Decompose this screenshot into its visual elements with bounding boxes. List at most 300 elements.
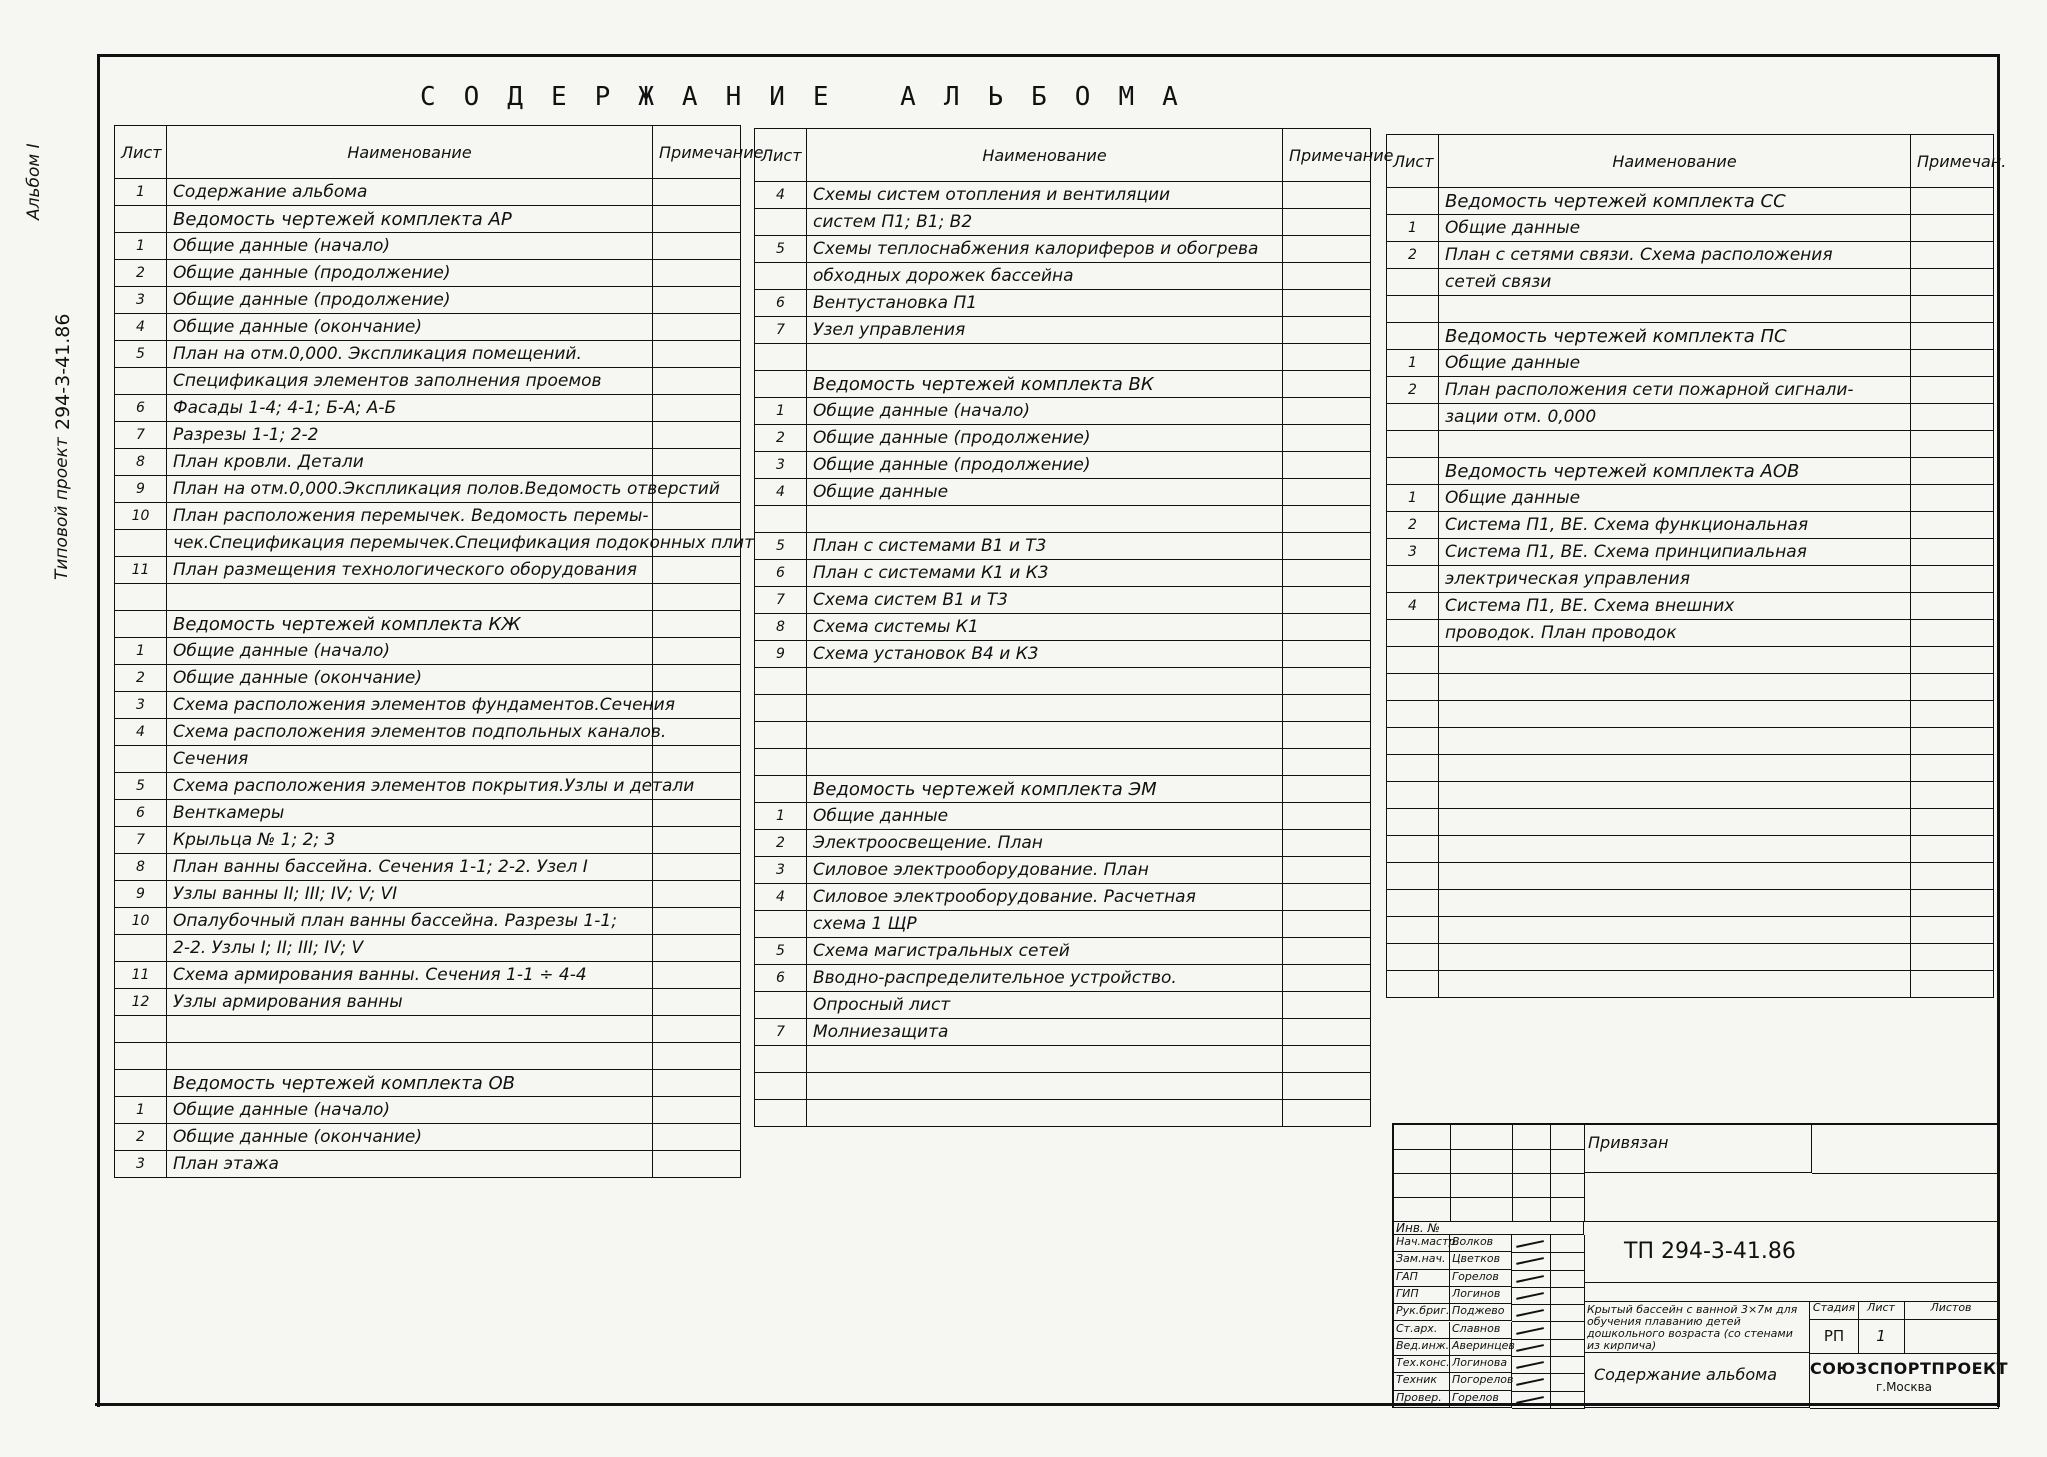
sheet-number: 6 [115, 800, 167, 827]
signature-cell [1512, 1304, 1551, 1322]
sheet-name [1439, 701, 1911, 728]
sheet-name [1439, 944, 1911, 971]
sheet-number: 1 [115, 179, 167, 206]
table-row [1387, 863, 1994, 890]
role-label: Вед.инж. [1394, 1339, 1450, 1356]
table-row [115, 962, 741, 989]
sheet-number: 7 [755, 317, 807, 344]
table-row [1387, 431, 1994, 458]
sheet-number: 5 [115, 341, 167, 368]
table-row [755, 587, 1371, 614]
table-row [115, 395, 741, 422]
table-row [1387, 242, 1994, 269]
sheet-name: Схема системы К1 [807, 614, 1283, 641]
note-cell [1911, 755, 1994, 782]
sheet-name: Схема магистральных сетей [807, 938, 1283, 965]
sheet-name: Схемы систем отопления и вентиляции [807, 182, 1283, 209]
sheet-number [1387, 863, 1439, 890]
sheet-name [1439, 431, 1911, 458]
note-cell [653, 341, 741, 368]
note-cell [1911, 215, 1994, 242]
sheet-number [115, 584, 167, 611]
table-row [115, 260, 741, 287]
sheet-name: План кровли. Детали [167, 449, 653, 476]
note-cell [653, 989, 741, 1016]
sheet-number: 3 [115, 287, 167, 314]
sheet-name [1439, 782, 1911, 809]
grid-cell [1512, 1125, 1551, 1150]
sheet-name: Схемы теплоснабжения калориферов и обогрева [807, 236, 1283, 263]
sheet-name: Общие данные (окончание) [167, 665, 653, 692]
section-heading: Ведомость чертежей комплекта ВК [807, 371, 1283, 398]
sheet-number: 5 [755, 236, 807, 263]
signature-cell [1512, 1373, 1551, 1391]
org-name: СОЮЗСПОРТПРОЕКТ [1810, 1359, 2009, 1378]
sheet-name: План на отм.0,000.Экспликация полов.Ведомость отверстий [167, 476, 653, 503]
grid-cell [1394, 1125, 1451, 1150]
table-row [755, 992, 1371, 1019]
sheet-number: 11 [115, 962, 167, 989]
note-cell [1283, 749, 1371, 776]
sheet-name: систем П1; В1; В2 [807, 209, 1283, 236]
sheet-number [755, 506, 807, 533]
person-name: Славнов [1450, 1322, 1512, 1339]
signature-mark [1516, 1240, 1544, 1247]
sheet-number: 5 [115, 773, 167, 800]
sheet-number: 6 [115, 395, 167, 422]
grid-cell [1550, 1173, 1585, 1198]
note-cell [1911, 890, 1994, 917]
sheet-name: Крыльца № 1; 2; 3 [167, 827, 653, 854]
date-cell [1550, 1391, 1585, 1409]
table-row [755, 614, 1371, 641]
section-heading: Ведомость чертежей комплекта ЭМ [807, 776, 1283, 803]
person-name: Поджево [1450, 1304, 1512, 1321]
table-row [755, 722, 1371, 749]
sheet-name [807, 506, 1283, 533]
organization [1810, 1353, 2009, 1409]
sheet-number [1387, 836, 1439, 863]
sheet-number: 9 [115, 476, 167, 503]
table-row [115, 989, 741, 1016]
sheet-number [1387, 701, 1439, 728]
header-sheet: Лист [115, 126, 167, 179]
note-cell [653, 584, 741, 611]
date-cell [1550, 1287, 1585, 1305]
sheet-number [115, 530, 167, 557]
sheet-name: Общие данные (окончание) [167, 1124, 653, 1151]
sheet-name [1439, 836, 1911, 863]
table-row [115, 449, 741, 476]
page-title: СОДЕРЖАНИЕ АЛЬБОМА [420, 82, 1206, 112]
signature-mark [1516, 1292, 1544, 1299]
table-row [755, 560, 1371, 587]
sheet-number [1387, 188, 1439, 215]
sheet-number [115, 746, 167, 773]
sheet-number: 4 [755, 479, 807, 506]
note-cell [1283, 938, 1371, 965]
note-cell [653, 935, 741, 962]
table-row [115, 422, 741, 449]
section-heading: Ведомость чертежей комплекта КЖ [167, 611, 653, 638]
table-row [115, 854, 741, 881]
table-row [115, 503, 741, 530]
note-cell [1911, 512, 1994, 539]
note-cell [1911, 566, 1994, 593]
date-cell [1550, 1252, 1585, 1270]
sheet-name: Общие данные [807, 803, 1283, 830]
stage-header: Стадия [1810, 1301, 1859, 1320]
sheet-name [1439, 674, 1911, 701]
header-sheet: Лист [755, 129, 807, 182]
note-cell [1283, 695, 1371, 722]
table-row [755, 371, 1371, 398]
sheet-number [755, 668, 807, 695]
sheet-number: 9 [115, 881, 167, 908]
sheet-number [755, 263, 807, 290]
sheet-name: Схема систем В1 и Т3 [807, 587, 1283, 614]
note-cell [1283, 992, 1371, 1019]
sheet-number: 4 [115, 719, 167, 746]
sheet-number: 3 [755, 857, 807, 884]
sheet-name: План с системами В1 и Т3 [807, 533, 1283, 560]
note-cell [1283, 965, 1371, 992]
sheet-name [167, 1016, 653, 1043]
table-row [115, 179, 741, 206]
sheet-name: Вентустановка П1 [807, 290, 1283, 317]
table-row [755, 1046, 1371, 1073]
side-label [22, 140, 92, 580]
note-cell [1911, 674, 1994, 701]
signature-mark [1516, 1257, 1544, 1264]
sheet-name [807, 749, 1283, 776]
sheet-number [1387, 620, 1439, 647]
sheet-name: Опалубочный план ванны бассейна. Разрезы 1-1; [167, 908, 653, 935]
role-label: Ст.арх. [1394, 1322, 1450, 1339]
table-row [755, 425, 1371, 452]
note-cell [1283, 722, 1371, 749]
table-row [755, 506, 1371, 533]
sheet-name: Силовое электрооборудование. План [807, 857, 1283, 884]
sheet-number [1387, 944, 1439, 971]
sheet-name [807, 668, 1283, 695]
sheet-name: План ванны бассейна. Сечения 1-1; 2-2. Узел I [167, 854, 653, 881]
table-row [755, 533, 1371, 560]
sheet-number: 7 [755, 587, 807, 614]
sheet-number: 1 [1387, 485, 1439, 512]
sheet-name: Общие данные (начало) [167, 233, 653, 260]
sheet-number: 3 [115, 1151, 167, 1178]
sheet-number [1387, 269, 1439, 296]
sheet-number [115, 1070, 167, 1097]
sheet-name: Содержание альбома [167, 179, 653, 206]
sheet-number: 8 [115, 449, 167, 476]
note-cell [653, 314, 741, 341]
table-row [1387, 215, 1994, 242]
sheet-name: чек.Спецификация перемычек.Спецификация подоконных плит [167, 530, 653, 557]
signature-mark [1516, 1378, 1544, 1385]
table-row [755, 236, 1371, 263]
sheet-number: 1 [1387, 215, 1439, 242]
table-row [115, 881, 741, 908]
note-cell [1911, 701, 1994, 728]
sheet-name: Силовое электрооборудование. Расчетная [807, 884, 1283, 911]
signature-mark [1516, 1275, 1544, 1282]
sheet-number [1387, 971, 1439, 998]
object-name: Крытый бассейн с ванной 3×7м для обучения плаванию детей дошкольного возраста (со стенами из кирпича) [1584, 1301, 1810, 1353]
table-row [115, 368, 741, 395]
sheet-number [1387, 674, 1439, 701]
table-row [115, 476, 741, 503]
table-row [1387, 593, 1994, 620]
table-row [755, 749, 1371, 776]
note-cell [653, 1043, 741, 1070]
sheet-name [1439, 890, 1911, 917]
sheet-name: Схема расположения элементов покрытия.Узлы и детали [167, 773, 653, 800]
sheet-name [1439, 296, 1911, 323]
sheet-number: 5 [755, 938, 807, 965]
table-row [755, 884, 1371, 911]
sheet-name: Узлы ванны II; III; IV; V; VI [167, 881, 653, 908]
note-cell [653, 854, 741, 881]
note-cell [1283, 668, 1371, 695]
sheet-name: Система П1, ВЕ. Схема внешних [1439, 593, 1911, 620]
code-row [1584, 1283, 1999, 1302]
table-row [115, 557, 741, 584]
sheet-number [1387, 809, 1439, 836]
sheet-number [1387, 323, 1439, 350]
grid-cell [1394, 1173, 1451, 1198]
note-cell [1283, 830, 1371, 857]
table-row [1387, 404, 1994, 431]
sheet-number: 3 [755, 452, 807, 479]
sheet-number [115, 611, 167, 638]
sheet-number [1387, 404, 1439, 431]
table-row [755, 695, 1371, 722]
sheet-number [755, 371, 807, 398]
sheet-name: Разрезы 1-1; 2-2 [167, 422, 653, 449]
sheet-name [1439, 971, 1911, 998]
table-row [115, 719, 741, 746]
table-row [1387, 350, 1994, 377]
note-cell [653, 1097, 741, 1124]
section-heading: Ведомость чертежей комплекта ОВ [167, 1070, 653, 1097]
album-label: Альбом I [24, 143, 44, 220]
header-name: Наименование [1439, 135, 1911, 188]
sheet-number: 6 [755, 560, 807, 587]
sheets-value [1904, 1319, 1999, 1354]
table-row [115, 530, 741, 557]
sheet-name: Общие данные (продолжение) [167, 260, 653, 287]
sheet-number: 7 [755, 1019, 807, 1046]
sheet-name: Общие данные (начало) [167, 1097, 653, 1124]
table-row [115, 584, 741, 611]
note-cell [1911, 242, 1994, 269]
sheet-name [807, 695, 1283, 722]
grid-cell [1512, 1197, 1551, 1222]
note-cell [653, 260, 741, 287]
sheet-name: Система П1, ВЕ. Схема принципиальная [1439, 539, 1911, 566]
table-row [755, 857, 1371, 884]
table-row [755, 263, 1371, 290]
table-row [1387, 323, 1994, 350]
note-cell [1283, 290, 1371, 317]
sheet-number [1387, 647, 1439, 674]
title-block [1392, 1123, 2009, 1408]
sheet-number: 2 [1387, 512, 1439, 539]
signature-cell [1512, 1287, 1551, 1305]
note-cell [653, 1070, 741, 1097]
note-cell [1283, 776, 1371, 803]
table-row [755, 911, 1371, 938]
sheet-name: План размещения технологического оборудования [167, 557, 653, 584]
note-cell [1911, 458, 1994, 485]
sheet-number [115, 206, 167, 233]
sheet-number [755, 1100, 807, 1127]
sheet-name [167, 1043, 653, 1070]
table-row [755, 830, 1371, 857]
table-row [755, 209, 1371, 236]
grid-cell [1394, 1149, 1451, 1174]
table-row [115, 935, 741, 962]
note-cell [1283, 884, 1371, 911]
sheet-number [1387, 890, 1439, 917]
header-note: Примечан. [1911, 135, 1994, 188]
note-cell [1283, 506, 1371, 533]
sheet-number: 7 [115, 422, 167, 449]
note-cell [653, 1151, 741, 1178]
note-cell [1283, 452, 1371, 479]
sheet-name: Общие данные [1439, 485, 1911, 512]
date-cell [1550, 1339, 1585, 1357]
note-cell [1283, 533, 1371, 560]
note-cell [1911, 971, 1994, 998]
sheet-number: 2 [115, 665, 167, 692]
table-row [115, 1016, 741, 1043]
note-cell [1283, 236, 1371, 263]
note-cell [653, 422, 741, 449]
note-cell [1911, 809, 1994, 836]
sheet-number [755, 911, 807, 938]
sheet-number [755, 722, 807, 749]
sheet-number [115, 1016, 167, 1043]
table-row [1387, 782, 1994, 809]
table-row [755, 344, 1371, 371]
note-cell [1283, 857, 1371, 884]
person-name: Аверинцев [1450, 1339, 1512, 1356]
sheet-number: 11 [115, 557, 167, 584]
table-row [755, 776, 1371, 803]
note-cell [653, 746, 741, 773]
table-row [115, 665, 741, 692]
header-note: Примечание [653, 126, 741, 179]
doc-title: Содержание альбома [1584, 1353, 1810, 1408]
sheet-name: Фасады 1-4; 4-1; Б-А; А-Б [167, 395, 653, 422]
date-cell [1550, 1270, 1585, 1288]
person-name: Горелов [1450, 1391, 1512, 1408]
sheet-number: 2 [115, 260, 167, 287]
sheet-name: План этажа [167, 1151, 653, 1178]
sheet-name: Общие данные (окончание) [167, 314, 653, 341]
table-row [1387, 674, 1994, 701]
sheet-number: 1 [115, 233, 167, 260]
note-cell [653, 908, 741, 935]
table-row [115, 611, 741, 638]
table-row [115, 1097, 741, 1124]
contents-table-1 [114, 125, 764, 1178]
note-cell [653, 1124, 741, 1151]
note-cell [1911, 728, 1994, 755]
signature-cell [1512, 1339, 1551, 1357]
note-cell [1911, 539, 1994, 566]
note-cell [653, 503, 741, 530]
table-row [755, 1100, 1371, 1127]
section-heading: Ведомость чертежей комплекта СС [1439, 188, 1911, 215]
role-label: Рук.бриг. [1394, 1304, 1450, 1321]
table-row [1387, 917, 1994, 944]
sheet-name: Общие данные (продолжение) [807, 452, 1283, 479]
table-row [115, 638, 741, 665]
table-row [755, 452, 1371, 479]
note-cell [1283, 1073, 1371, 1100]
section-heading: Ведомость чертежей комплекта АР [167, 206, 653, 233]
note-cell [1911, 836, 1994, 863]
sheet-number [1387, 728, 1439, 755]
sheet-number: 1 [115, 638, 167, 665]
project-code: 294-3-41.86 [52, 313, 74, 430]
contents-table-2 [754, 128, 1394, 1127]
note-cell [1911, 269, 1994, 296]
grid-cell [1550, 1149, 1585, 1174]
table-row [1387, 809, 1994, 836]
table-row [755, 182, 1371, 209]
sheet-name: Схема армирования ванны. Сечения 1-1 ÷ 4-4 [167, 962, 653, 989]
grid-cell [1450, 1125, 1513, 1150]
note-cell [1911, 323, 1994, 350]
table-row [1387, 512, 1994, 539]
sheet-name: 2-2. Узлы I; II; III; IV; V [167, 935, 653, 962]
note-cell [1283, 641, 1371, 668]
note-cell [1911, 782, 1994, 809]
sheet-number: 3 [1387, 539, 1439, 566]
section-heading: Ведомость чертежей комплекта ПС [1439, 323, 1911, 350]
sheet-name: Молниезащита [807, 1019, 1283, 1046]
note-cell [653, 665, 741, 692]
sheet-number: 2 [1387, 242, 1439, 269]
note-cell [1283, 479, 1371, 506]
sheet-number [1387, 917, 1439, 944]
sheet-name: План с системами К1 и К3 [807, 560, 1283, 587]
note-cell [653, 611, 741, 638]
note-cell [653, 395, 741, 422]
table-row [1387, 377, 1994, 404]
sheet-number: 4 [115, 314, 167, 341]
note-cell [653, 962, 741, 989]
sheet-name [807, 1073, 1283, 1100]
role-label: Тех.конс. [1394, 1356, 1450, 1373]
note-cell [1283, 560, 1371, 587]
table-row [1387, 701, 1994, 728]
sheet-name: Общие данные (начало) [807, 398, 1283, 425]
sheet-number: 4 [755, 182, 807, 209]
sheet-number [1387, 566, 1439, 593]
sheet-name: Опросный лист [807, 992, 1283, 1019]
note-cell [1283, 1019, 1371, 1046]
stage-value: РП [1810, 1319, 1859, 1354]
sheet-name [807, 1100, 1283, 1127]
sheet-name: План с сетями связи. Схема расположения [1439, 242, 1911, 269]
role-label: Провер. [1394, 1391, 1450, 1408]
